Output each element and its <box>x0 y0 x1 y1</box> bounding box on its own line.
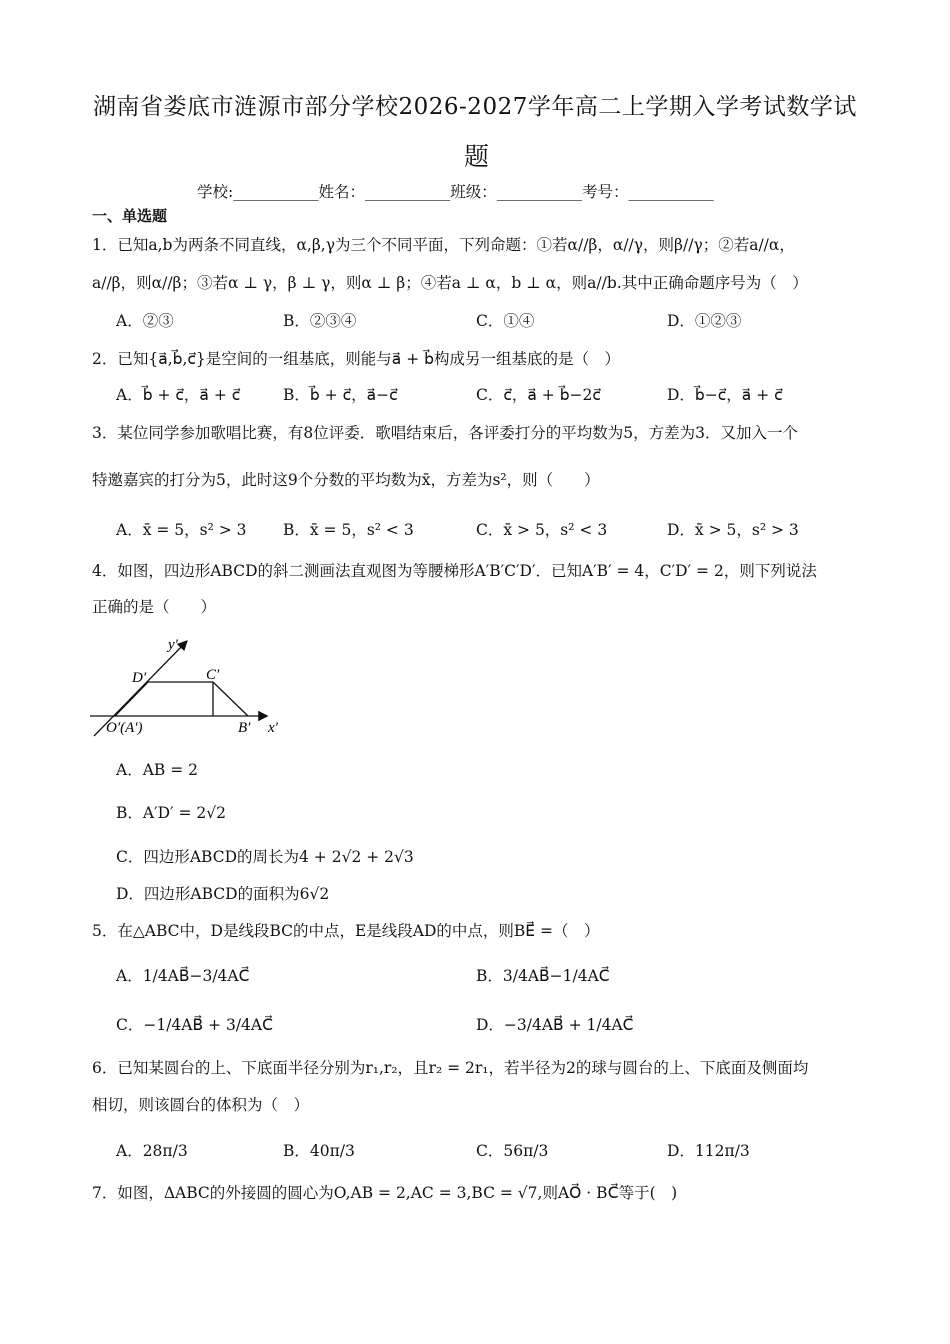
label-y: y′ <box>168 637 178 653</box>
label-o-a: O′(A′) <box>106 720 143 736</box>
question-2-line1: 2．已知{a⃗,b⃗,c⃗}是空间的一组基底，则能与a⃗ + b⃗构成另一组基底的是（ ） <box>92 350 620 368</box>
q1-option-a: A．②③ <box>116 312 174 330</box>
question-3-line2: 特邀嘉宾的打分为5，此时这9个分数的平均数为x̄，方差为s²，则（ ） <box>92 471 600 489</box>
q3-option-a: A．x̄ = 5，s² > 3 <box>116 521 247 539</box>
q5-option-d: D．−3/4AB⃗ + 1/4AC⃗ <box>476 1016 634 1034</box>
section-heading: 一、单选题 <box>92 207 168 225</box>
q5-option-c: C．−1/4AB⃗ + 3/4AC⃗ <box>116 1016 273 1034</box>
question-4-line2: 正确的是（ ） <box>92 598 217 616</box>
exam-title-line2: 题 <box>464 142 490 171</box>
question-1-line2: a//β，则α//β；③若α ⊥ γ，β ⊥ γ，则α ⊥ β；④若a ⊥ α，b ⊥ α，则a//b.其中正确命题序号为（ ） <box>92 274 808 292</box>
q2-option-a: A．b⃗ + c⃗，a⃗ + c⃗ <box>116 386 241 404</box>
q4-option-c: C．四边形ABCD的周长为4 + 2√2 + 2√3 <box>116 848 414 866</box>
q2-option-c: C．c⃗，a⃗ + b⃗−2c⃗ <box>476 386 601 404</box>
question-1-line1: 1．已知a,b为两条不同直线，α,β,γ为三个不同平面，下列命题：①若α//β，α//γ，则β//γ；②若a//α， <box>92 236 795 254</box>
oblique-projection-figure <box>88 632 293 742</box>
q1-option-c: C．①④ <box>476 312 535 330</box>
q2-option-b: B．b⃗ + c⃗，a⃗−c⃗ <box>283 386 398 404</box>
q3-option-d: D．x̄ > 5，s² > 3 <box>667 521 799 539</box>
q3-option-b: B．x̄ = 5，s² < 3 <box>283 521 414 539</box>
q5-option-a: A．1/4AB⃗−3/4AC⃗ <box>116 967 250 985</box>
q4-option-d: D．四边形ABCD的面积为6√2 <box>116 885 330 903</box>
question-4-line1: 4．如图，四边形ABCD的斜二测画法直观图为等腰梯形A′B′C′D′．已知A′B′ = 4，C′D′ = 2，则下列说法 <box>92 562 817 580</box>
label-d: D′ <box>132 670 147 686</box>
trapezoid-outline <box>115 682 248 716</box>
q6-option-b: B．40π/3 <box>283 1142 355 1160</box>
q6-option-c: C．56π/3 <box>476 1142 549 1160</box>
question-5-line1: 5．在△ABC中，D是线段BC的中点，E是线段AD的中点，则BE⃗ =（ ） <box>92 922 600 940</box>
q6-option-a: A．28π/3 <box>116 1142 188 1160</box>
label-c: C′ <box>206 667 220 683</box>
label-x: x′ <box>268 720 278 736</box>
q2-option-d: D．b⃗−c⃗，a⃗ + c⃗ <box>667 386 783 404</box>
question-3-line1: 3．某位同学参加歌唱比赛，有8位评委．歌唱结束后，各评委打分的平均数为5，方差为3．又加入一个 <box>92 424 798 442</box>
student-info-line: 学校:___________姓名：___________班级：___________考号：___________ <box>197 183 714 201</box>
label-b: B′ <box>238 720 251 736</box>
q5-option-b: B．3/4AB⃗−1/4AC⃗ <box>476 967 610 985</box>
q6-option-d: D．112π/3 <box>667 1142 750 1160</box>
q4-option-b: B．A′D′ = 2√2 <box>116 804 226 822</box>
q3-option-c: C．x̄ > 5，s² < 3 <box>476 521 608 539</box>
exam-title-line1: 湖南省娄底市涟源市部分学校2026-2027学年高二上学期入学考试数学试 <box>93 94 857 120</box>
q1-option-b: B．②③④ <box>283 312 357 330</box>
q4-option-a: A．AB = 2 <box>116 761 198 779</box>
question-7-line1: 7．如图，ΔABC的外接圆的圆心为O,AB = 2,AC = 3,BC = √7,则AO⃗ · BC⃗等于( ) <box>92 1184 678 1202</box>
q1-option-d: D．①②③ <box>667 312 742 330</box>
question-6-line2: 相切，则该圆台的体积为（ ） <box>92 1096 310 1114</box>
question-6-line1: 6．已知某圆台的上、下底面半径分别为r₁,r₂，且r₂ = 2r₁，若半径为2的球与圆台的上、下底面及侧面均 <box>92 1059 809 1077</box>
